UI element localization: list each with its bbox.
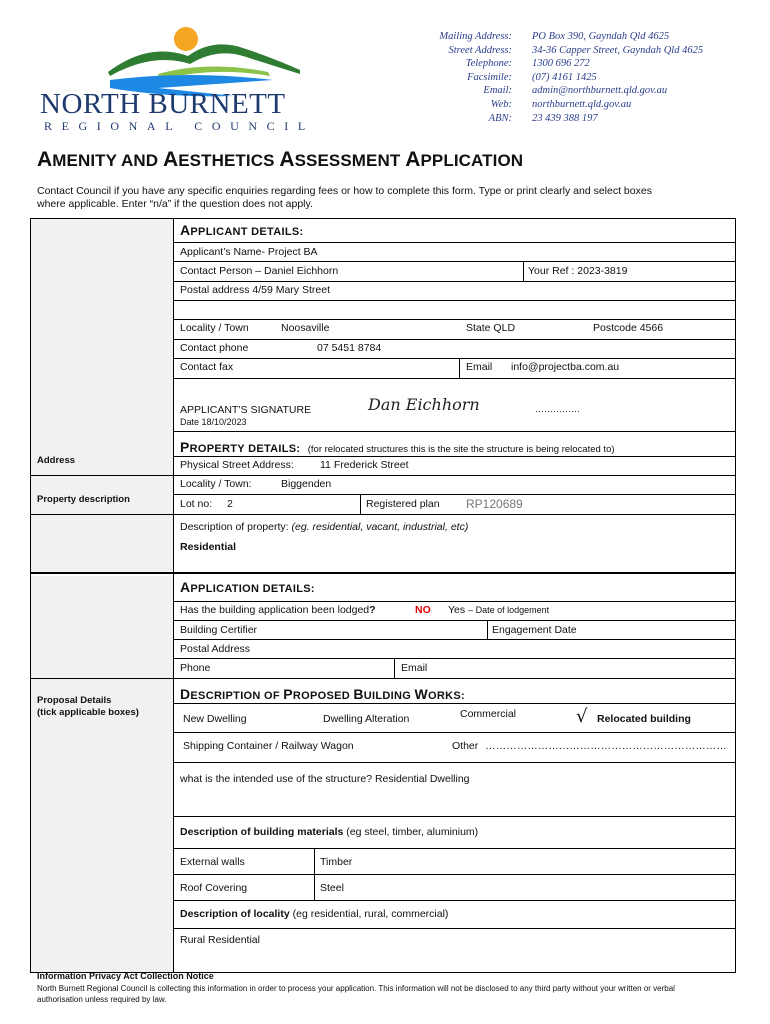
applicant-name-field[interactable]: Applicant’s Name- Project BA [180, 246, 318, 258]
abn-value: 23 439 388 197 [532, 112, 598, 124]
works-heading: DESCRIPTION OF PROPOSED BUILDING WORKS: [180, 686, 465, 702]
contact-fax-field[interactable]: Contact fax [180, 361, 234, 373]
property-description-label: Description of property: (eg. residential, vacant, industrial, etc) [180, 521, 469, 533]
facsimile-value: (07) 4161 1425 [532, 71, 597, 83]
mailing-value: PO Box 390, Gayndah Qld 4625 [532, 31, 670, 42]
abn-label: ABN: [488, 112, 512, 124]
email-field[interactable]: info@projectba.com.au [511, 361, 620, 373]
web-label: Web: [490, 98, 512, 110]
materials-label: Description of building materials (eg steel, timber, aluminium) [180, 826, 479, 838]
locality-description-field[interactable]: Rural Residential [180, 934, 260, 946]
lodged-question: Has the building application been lodged? [180, 604, 376, 616]
roof-covering-field[interactable]: Steel [320, 882, 344, 894]
property-locality-label: Locality / Town: [180, 478, 252, 490]
lodged-yes-option[interactable]: Yes – Date of lodgement [448, 604, 550, 616]
org-subtitle: REGIONAL COUNCIL [44, 119, 315, 133]
other-option[interactable]: Other …………………………………………………………… [452, 740, 727, 752]
certifier-phone-field[interactable]: Phone [180, 662, 211, 674]
applicant-signature[interactable]: Dan Eichhorn [368, 395, 480, 414]
shipping-container-option[interactable]: Shipping Container / Railway Wagon [183, 740, 354, 752]
registered-plan-label: Registered plan [366, 498, 440, 510]
email-value[interactable]: admin@northburnett.qld.gov.au [532, 85, 668, 97]
locality-description-label: Description of locality (eg residential, rural, commercial) [180, 908, 449, 920]
facsimile-label: Facsimile: [467, 71, 512, 83]
property-description-side-label: Property description [37, 494, 130, 505]
registered-plan-field[interactable]: RP120689 [466, 497, 523, 511]
side-band-bottom [30, 576, 173, 972]
street-address-field[interactable]: 11 Frederick Street [320, 459, 409, 471]
proposal-side-label: Proposal Details (tick applicable boxes) [37, 695, 139, 718]
locality-label: Locality / Town [180, 322, 249, 334]
telephone-label: Telephone: [465, 58, 512, 70]
dwelling-alteration-option[interactable]: Dwelling Alteration [323, 713, 410, 725]
property-heading: PROPERTY DETAILS: (for relocated structures this is the site the structure is being relocated to) [180, 439, 615, 455]
certifier-postal-field[interactable]: Postal Address [180, 643, 251, 655]
signature-dots: …………… [535, 404, 580, 414]
lot-field[interactable]: 2 [227, 498, 233, 510]
contact-values [532, 30, 762, 125]
street-label: Street Address: [448, 44, 512, 56]
email-label: Email: [483, 85, 512, 97]
external-walls-label: External walls [180, 856, 245, 868]
engagement-date-field[interactable]: Engagement Date [492, 624, 577, 636]
address-side-label: Address [37, 455, 76, 466]
applicant-heading: APPLICANT DETAILS: [180, 222, 304, 238]
privacy-text: North Burnett Regional Council is collecting this information in order to process your application. This information will not be disclosed to any third party without your written or verbal authorisation unless required by law. [37, 984, 675, 1004]
street-value: 34-36 Capper Street, Gayndah Qld 4625 [532, 44, 704, 56]
lodged-no-option[interactable]: NO [415, 604, 431, 616]
privacy-title: Information Privacy Act Collection Notice [37, 971, 214, 981]
street-address-label: Physical Street Address: [180, 459, 294, 471]
relocated-building-option[interactable]: Relocated building [597, 713, 691, 725]
locality-field[interactable]: Noosaville [281, 322, 330, 334]
telephone-value: 1300 696 272 [532, 58, 590, 70]
roof-covering-label: Roof Covering [180, 882, 248, 894]
form-intro: Contact Council if you have any specific enquiries regarding fees or how to complete this form. Type or print clearly and select boxes where applicable. Enter “n/a” if the question does not apply. [37, 185, 652, 210]
lot-label: Lot no: [180, 498, 213, 510]
state-field[interactable]: State QLD [466, 322, 516, 334]
building-certifier-field[interactable]: Building Certifier [180, 624, 258, 636]
postal-address-field[interactable]: Postal address 4/59 Mary Street [180, 284, 330, 296]
postcode-field[interactable]: Postcode 4566 [593, 322, 664, 334]
side-band-top [30, 218, 173, 572]
org-name: NORTH BURNETT [40, 88, 286, 120]
web-value[interactable]: northburnett.qld.gov.au [532, 98, 632, 110]
signature-label: APPLICANT’S SIGNATURE [180, 404, 312, 416]
your-ref-field[interactable]: Your Ref : 2023-3819 [528, 265, 628, 277]
contact-phone-field[interactable]: 07 5451 8784 [317, 342, 382, 354]
new-dwelling-option[interactable]: New Dwelling [183, 713, 247, 725]
application-heading: APPLICATION DETAILS: [180, 579, 315, 595]
intended-use-field[interactable]: what is the intended use of the structure? Residential Dwelling [180, 773, 470, 785]
commercial-option[interactable]: Commercial [460, 708, 517, 720]
council-logo [38, 22, 315, 134]
certifier-email-field[interactable]: Email [401, 662, 428, 674]
contact-person-field[interactable]: Contact Person – Daniel Eichhorn [180, 265, 339, 277]
property-locality-field[interactable]: Biggenden [281, 478, 332, 490]
mailing-label: Mailing Address: [439, 31, 512, 42]
logo-sun-icon [174, 27, 198, 51]
form-title: AMENITY AND AESTHETICS ASSESSMENT APPLICATION [37, 148, 524, 171]
signature-date[interactable]: Date 18/10/2023 [180, 417, 247, 427]
tick-icon: √ [576, 706, 588, 727]
external-walls-field[interactable]: Timber [320, 856, 353, 868]
property-description-field[interactable]: Residential [180, 541, 237, 553]
contact-labels [372, 30, 512, 125]
email-label: Email [466, 361, 493, 373]
contact-phone-label: Contact phone [180, 342, 249, 354]
